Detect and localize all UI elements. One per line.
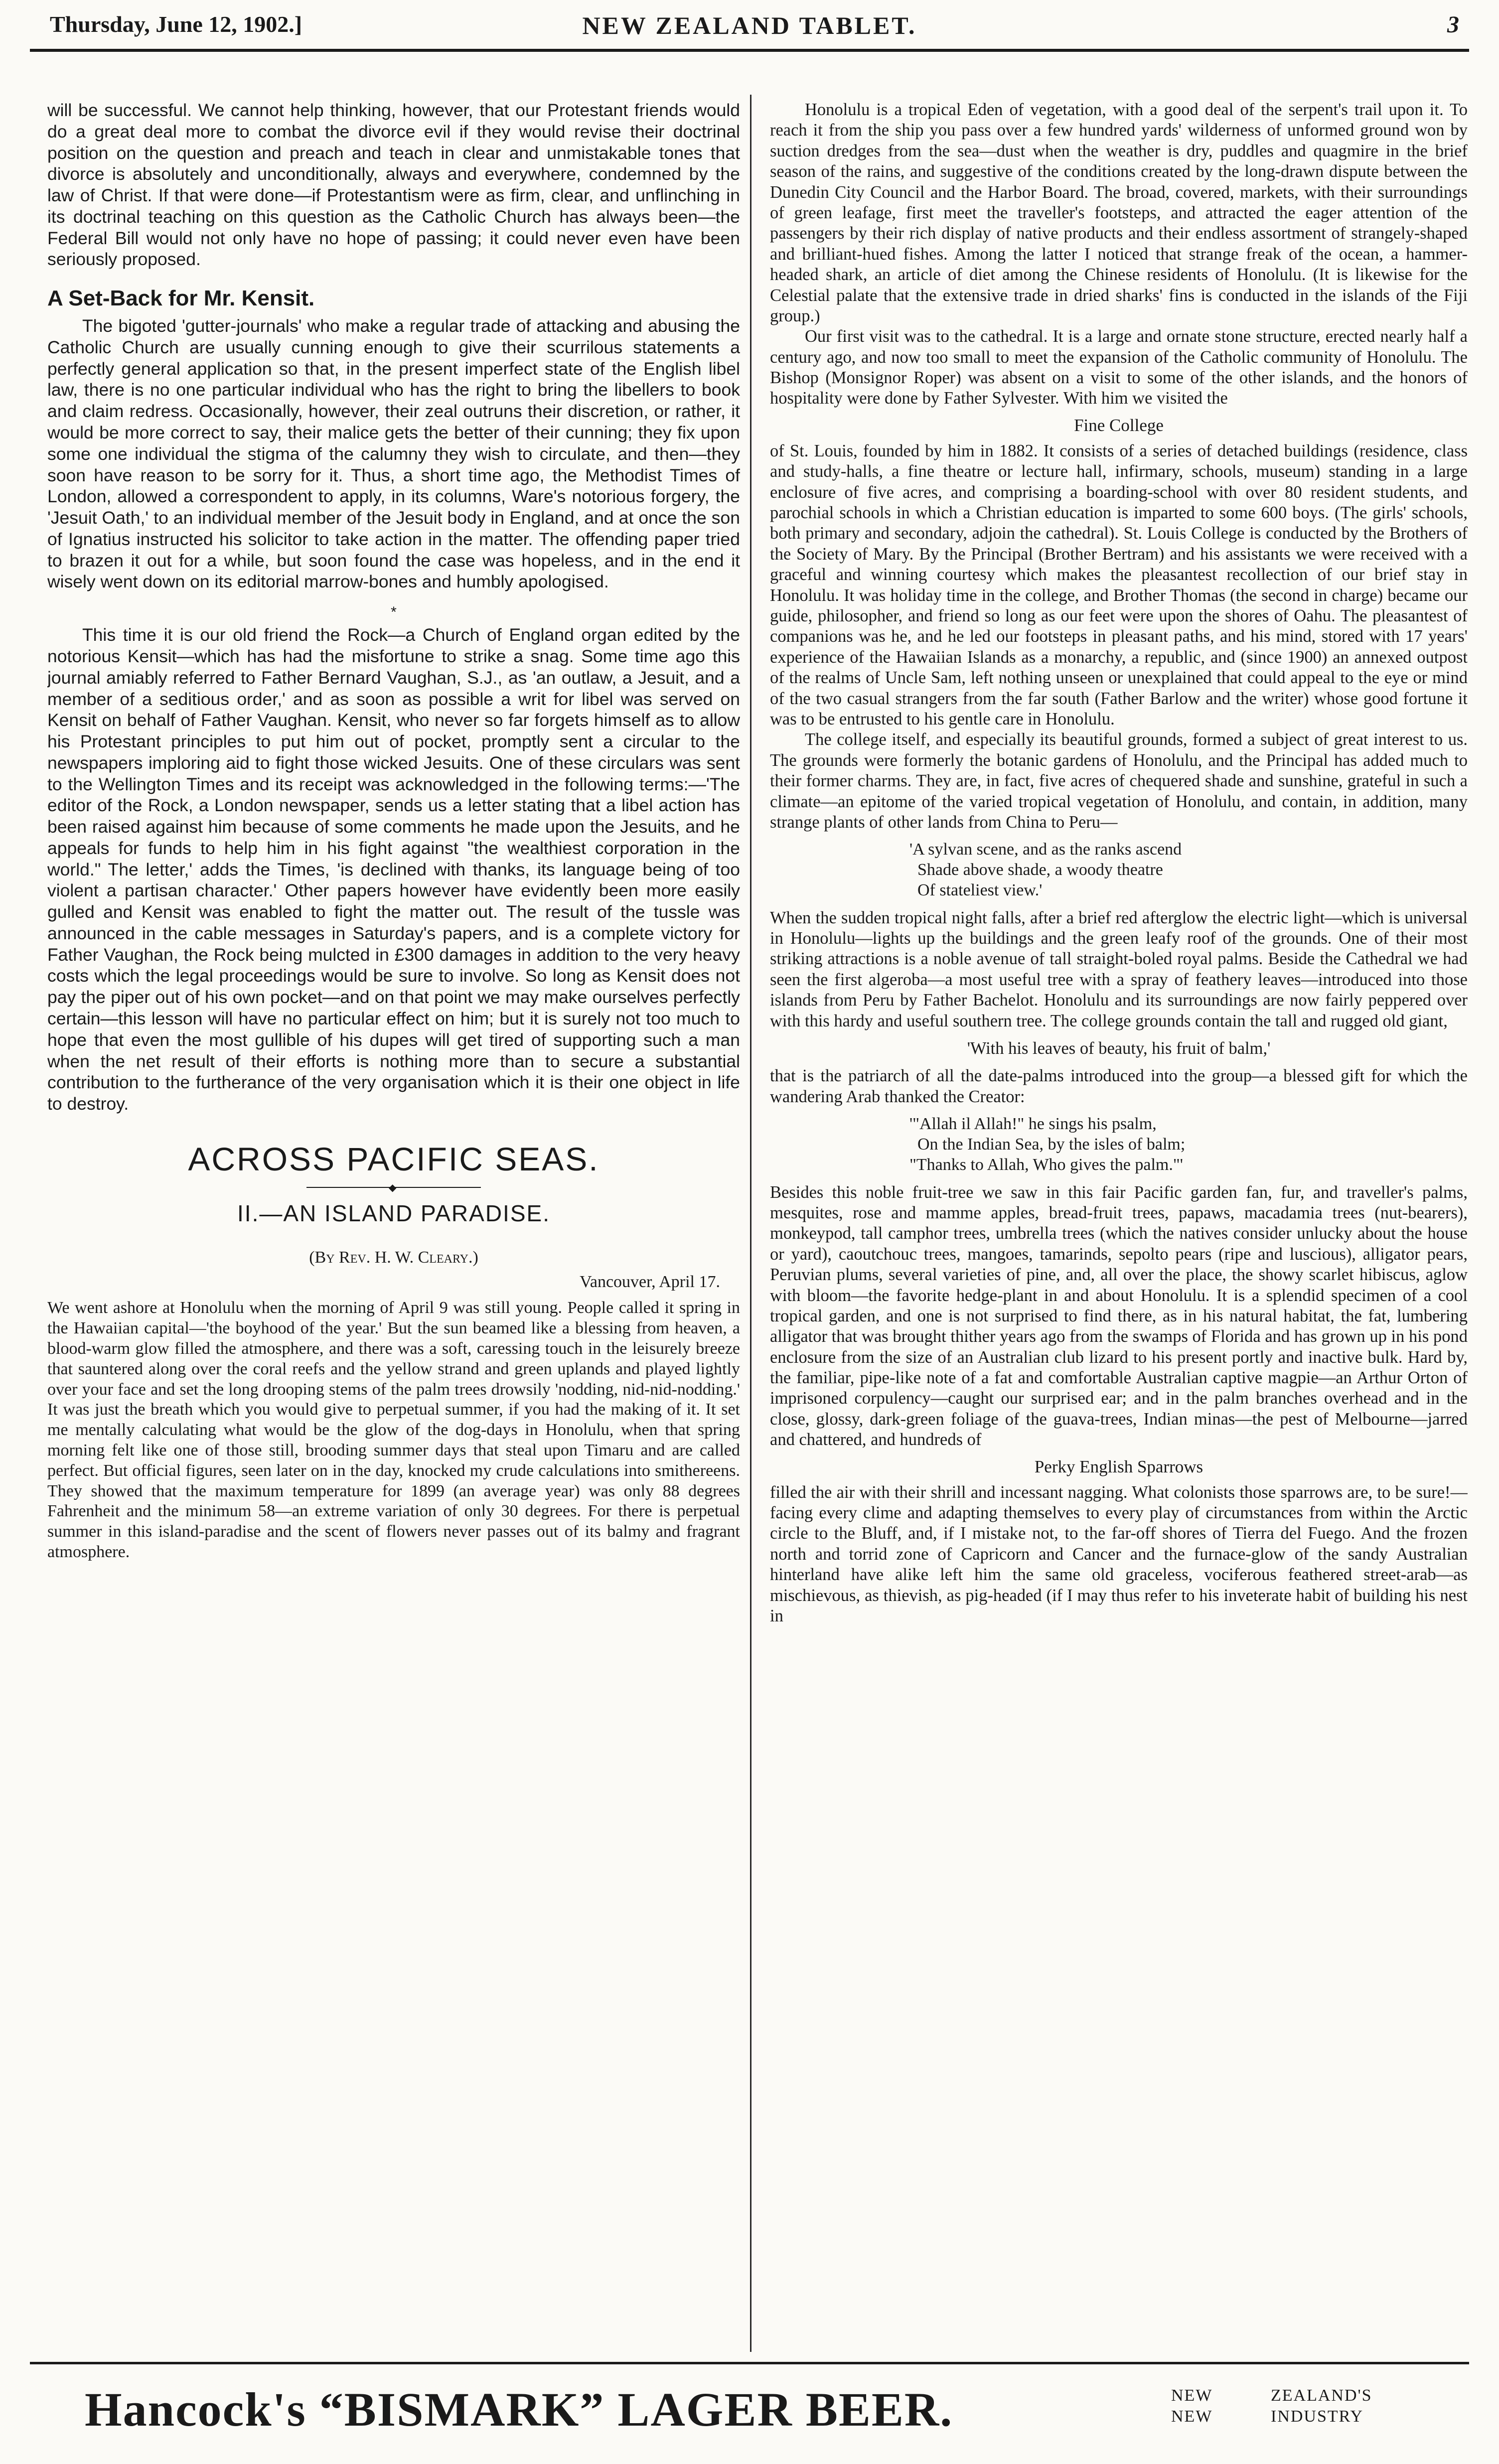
article-subtitle: II.—AN ISLAND PARADISE. (237, 1200, 550, 1227)
right-column (770, 100, 1468, 2352)
section-separator: * (391, 604, 397, 621)
verse-line: On the Indian Sea, by the isles of balm; (917, 1135, 1186, 1154)
sparrows-subhead: Perky English Sparrows (1034, 1456, 1203, 1476)
left-column (47, 100, 740, 2352)
honolulu-arrival-paragraph: We went ashore at Honolulu when the morning of April 9 was still young. People called it spring in the Hawaiian capital—'the boyhood of the year.' But the sun beamed like a blessing from heaven, a blood-warm glow filled the atmosphere, and there was a soft, caressing touch in the leisurely breeze that sauntered along over the coral reefs and the yellow strand and green uplands and played lightly over your face and set the long drooping stems of the palm trees drowsily 'nodding, nid-nid-nodding.' It was just the breath which you would give to perpetual summer, if you had the making of it. It set me mentally calculating what would be the glow of the dog-days in Honolulu, when that spring morning felt like one of those still, brooding summer days that steal upon Timaru and are called perfect. But official figures, seen later on in the day, knocked my crude calculations into smithereens. They showed that the maximum temperature for 1899 (an average year) was only 88 degrees Fahrenheit and the minimum 58—an extreme variation of only 30 degrees. For there is perpetual summer in this island-paradise and the scent of flowers never passes out of its balmy and fragrant atmosphere. (47, 1299, 740, 1561)
issue-date: Thursday, June 12, 1902.] (50, 11, 302, 37)
beer-advertisement: Hancock's “BISMARK” LAGER BEER. (85, 2383, 953, 2436)
allah-verse (909, 1114, 1468, 1175)
column-divider (750, 95, 751, 2352)
header-rule (30, 49, 1469, 52)
verse-line: Shade above shade, a woody theatre (917, 861, 1163, 879)
leaves-of-beauty-verse: 'With his leaves of beauty, his fruit of balm,' (967, 1039, 1271, 1058)
tagline-new-1: NEW (1171, 2386, 1213, 2405)
tropical-night-paragraph: When the sudden tropical night falls, after a brief red afterglow the electric light—which is universal in Honolulu—lights up the buildings and the green leafy roof of the grounds. One of their most striking attractions is a noble avenue of tall straight-boled royal palms. Beside the Cathedral we had seen the first algeroba—a most useful tree with a spray of feathery leaves—introduced into those islands from Peru by Father Bachelot. Honolulu and its surroundings are now fairly peppered over with this hardy and useful southern tree. The college grounds contain the tall and rugged old giant, (770, 908, 1468, 1030)
tagline-zealands: ZEALAND'S (1271, 2386, 1372, 2405)
publication-title: NEW ZEALAND TABLET. (582, 11, 917, 39)
article-title: ACROSS PACIFIC SEAS. (188, 1140, 600, 1177)
advertisement-footer (30, 2362, 1469, 2452)
article-byline: (By Rev. H. W. Cleary.) (309, 1248, 478, 1267)
verse-line: 'A sylvan scene, and as the ranks ascend (909, 840, 1182, 859)
page-header (30, 10, 1469, 57)
st-louis-college-paragraph: of St. Louis, founded by him in 1882. It consists of a series of detached buildings (residence, class and study-halls, a fine theatre or lecture hall, infirmary, schools, museum) standing in a large enclosure of five acres, and comprising a boarding-school with over 80 resident students, and parochial schools in which a Christian education is imparted to some 600 boys. (The girls' schools, both primary and secondary, adjoin the cathedral). St. Louis College is conducted by the Brothers of the Society of Mary. By the Principal (Brother Bertram) and his assistants we were received with a graceful and winning courtesy which makes the pleasantest recollection of our brief stay in Honolulu. It was holiday time in the college, and Brother Thomas (the second in charge) became our guide, philosopher, and friend so long as our feet were upon the shores of Oahu. The pleasantest of companions was he, and he led our footsteps in pleasant paths, and his mind, stored with 17 years' experience of the Hawaiian Islands as a monarchy, a republic, and (since 1900) an annexed outpost of the realms of Uncle Sam, left nothing unseen or unexplained that could appeal to the eye or mind of the two casual strangers from the far south (Father Barlow and the writer) whose good fortune it was to be entrusted to his gentle care in Honolulu. (770, 441, 1468, 728)
verse-line: Of stateliest view.' (917, 880, 1043, 899)
setback-heading: A Set-Back for Mr. Kensit. (47, 286, 315, 311)
fine-college-subhead: Fine College (1074, 415, 1164, 435)
verse-line: '"Allah il Allah!" he sings his psalm, (909, 1115, 1157, 1134)
date-palm-paragraph: that is the patriarch of all the date-palms introduced into the group—a blessed gift for which the wandering Arab thanked the Creator: (770, 1066, 1468, 1106)
honolulu-eden-paragraph: Honolulu is a tropical Eden of vegetation, with a good deal of the serpent's trail upon it. To reach it from the ship you pass over a few hundred yards' wilderness of unformed ground won by suction dredges from the sea—dust when the weather is dry, puddles and quagmire in the brief season of the rains, and suggestive of the conditions created by the long-drawn dispute between the Dunedin City Council and the Harbor Board. The broad, covered, markets, with their surroundings of green leafage, first meet the traveller's footsteps, and attracted the eager attention of the passengers by their rich display of native products and their endless assortment of strangely-shaped and brilliant-hued fishes. Among the latter I noticed that strange freak of the ocean, a hammer-headed shark, an article of diet among the Chinese residents of Honolulu. (It is likewise for the Celestial palate that the extensive trade in dried sharks' fins is conducted in the islands of the Fiji group.) (770, 100, 1468, 325)
garden-plants-paragraph: Besides this noble fruit-tree we saw in this fair Pacific garden fan, fur, and traveller's palms, mesquites, rose and mamme apples, bread-fruit trees, papaws, macadamia trees (nut-bearers), monkeypod, tall camphor trees, umbrella trees (which the natives consider unlucky about the house or yard), caoutchouc trees, mangoes, tamarinds, sepolto pears (ripe and luscious), alligator pears, Peruvian plums, several varieties of pine, and, all over the place, the showy scarlet hibiscus, aglow with bloom—the favorite hedge-plant in and about Honolulu. It is a splendid specimen of a cool tropical garden, and one is not surprised to find there, as in his natural habitat, the fat, lumbering alligator that was brought thither years ago from the swamps of Florida and has grown up in his pond enclosure from the size of an Australian club lizard to his present portly and inactive bulk. Hard by, the familiar, pipe-like note of a fat and comfortable Australian captive magpie—an Arthur Orton of imprisoned corpulency—caught our surprised ear; and in the palm branches overhead and in the close, glossy, dark-green foliage of the guava-trees, Indian minas—the pest of Melbourne—jarred and chattered, and hundreds of (770, 1182, 1468, 1449)
title-ornament (47, 1182, 740, 1194)
article-dateline: Vancouver, April 17. (580, 1272, 720, 1291)
college-grounds-paragraph: The college itself, and especially its beautiful grounds, formed a subject of great interest to us. The grounds were formerly the botanic gardens of Honolulu, and the Principal has added much to their former charms. They are, in fact, five acres of chequered shade and sunshine, grateful in such a climate—an epitome of the varied tropical vegetation of Honolulu, and contain, in addition, many strange plants of other lands from China to Peru— (770, 730, 1468, 832)
diamond-icon: ◆ (389, 1182, 397, 1194)
rock-paragraph: This time it is our old friend the Rock—a Church of England organ edited by the notorious Kensit—which has had the misfortune to strike a snag. Some time ago this journal amiably referred to Father Bernard Vaughan, S.J., as 'an outlaw, a Jesuit, and a member of a seditious order,' and as soon as possible a writ for libel was served on Kensit on behalf of Father Vaughan. Kensit, who never so far forgets himself as to allow his Protestant principles to put him out of pocket, promptly sent a circular to the newspapers imploring aid to fight those wicked Jesuits. One of these circulars was sent to the Wellington Times and its receipt was acknowledged in the following terms:—'The editor of the Rock, a London newspaper, sends us a letter stating that a libel action has been raised against him because of some comments he made upon the Jesuits, and he appeals for funds to help him in his fight against "the wealthiest corporation in the world." The letter,' adds the Times, 'is declined with thanks, its language being of too violent a partisan character.' Other papers however have evidently been more easily gulled and Kensit was enabled to fight the matter out. The result of the tussle was announced in the cable messages in Saturday's papers, and is a complete victory for Father Vaughan, the Rock being mulcted in £300 damages in addition to the very heavy costs which the legal proceedings would be sure to involve. So long as Kensit does not pay the piper out of his own pocket—and on that point we may make ourselves perfectly certain—this lesson will have no particular effect on him; but it is surely not too much to hope that even the most gullible of his dupes will get tired of supporting such a man when the net result of their efforts is nothing more than to secure a substantial contribution to the furtherance of the very organisation which it is their one object in life to destroy. (47, 625, 740, 1114)
setback-paragraph: The bigoted 'gutter-journals' who make a regular trade of attacking and abusing the Catholic Church are usually cunning enough to give their scurrilous statements a perfectly general application so that, in the present imperfect state of the English libel law, there is no one particular individual who has the right to bring the libellers to book and claim redress. Occasionally, however, their zeal outruns their discretion, or rather, it would be more correct to say, their malice gets the better of their cunning; they fix upon some one individual the stigma of the calumny they wish to circulate, and then—they soon have reason to be sorry for it. Thus, a short time ago, the Methodist Times of London, allowed a correspondent to apply, in its columns, Ware's notorious forgery, the 'Jesuit Oath,' to an individual member of the Jesuit body in England, and at once the son of Ignatius instructed his solicitor to take action in the matter. The offending paper tried to brazen it out for a while, but soon found the case was hopeless, and in the end it wisely went down on its editorial marrow-bones and humbly apologised. (47, 316, 740, 592)
tagline-new-2: NEW (1171, 2407, 1213, 2426)
cathedral-paragraph: Our first visit was to the cathedral. It is a large and ornate stone structure, erected nearly half a century ago, and now too small to meet the expansion of the Catholic community of Honolulu. The Bishop (Monsignor Roper) was absent on a visit to some of the other islands, and the honors of hospitality were done by Father Sylvester. With him we visited the (770, 327, 1468, 408)
verse-line: "Thanks to Allah, Who gives the palm."' (909, 1155, 1183, 1174)
sparrows-paragraph: filled the air with their shrill and incessant nagging. What colonists those sparrows are, to be sure!—facing every clime and adapting themselves to every play of circumstances from within the Arctic circle to the Bluff, and, if I mistake not, to the far-off shores of Tierra del Fuego. And the frozen north and torrid zone of Capricorn and Cancer and the furnace-glow of the sandy Australian hinterland have alike left him the same old graceless, vociferous feathered street-arab—as mischievous, as thievish, as pig-headed (if I may thus refer to his inveterate habit of building his nest in (770, 1482, 1468, 1625)
divorce-paragraph: will be successful. We cannot help thinking, however, that our Protestant friends would do a great deal more to combat the divorce evil if they would revise their doctrinal position on the question and preach and teach in clear and unmistakable tones that divorce is absolutely and unconditionally, always and everywhere, condemned by the law of Christ. If that were done—if Protestantism were as firm, clear, and unflinching in its doctrinal teaching on this question as the Catholic Church has always been—the Federal Bill would not only have no hope of passing; it could never even have been seriously proposed. (47, 100, 740, 270)
sylvan-scene-verse (909, 840, 1468, 900)
page-number: 3 (1447, 11, 1459, 38)
footer-rule (30, 2362, 1469, 2364)
tagline-industry: INDUSTRY (1271, 2407, 1364, 2426)
